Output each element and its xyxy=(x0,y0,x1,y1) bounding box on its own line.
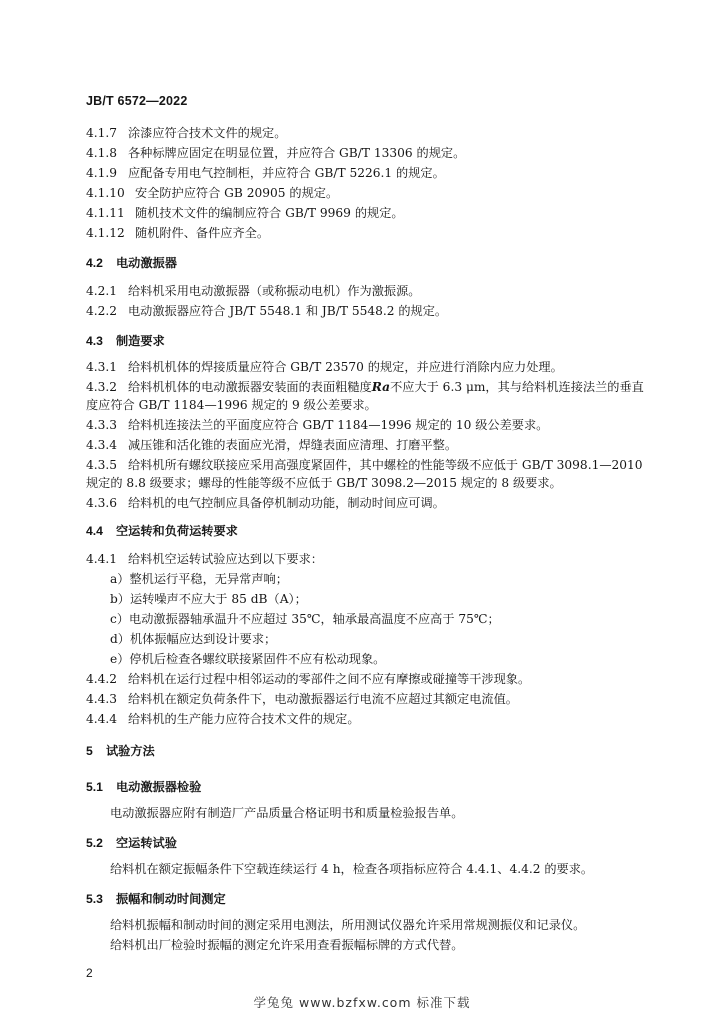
list-item-a: a）整机运行平稳，无异常声响； xyxy=(110,572,288,586)
clause-text: 给料机的电气控制应具备停机制动功能，制动时间应可调。 xyxy=(128,496,445,510)
clause-text: 安全防护应符合 GB 20905 的规定。 xyxy=(135,186,339,200)
clause-number: 4.1.11 xyxy=(86,206,125,220)
clause-4-3-6 xyxy=(86,494,445,512)
heading-title: 空运转和负荷运转要求 xyxy=(116,524,238,538)
clause-4-2-1 xyxy=(86,282,421,300)
section-5-3-body-line-2: 给料机出厂检验时振幅的测定允许采用查看振幅标牌的方式代替。 xyxy=(110,938,464,952)
heading-title: 振幅和制动时间测定 xyxy=(116,892,226,906)
heading-5-1 xyxy=(86,778,201,796)
clause-number: 4.3.2 xyxy=(86,380,118,394)
clause-number: 4.3.4 xyxy=(86,438,118,452)
clause-4-3-4 xyxy=(86,436,457,454)
clause-number: 4.3.3 xyxy=(86,418,118,432)
clause-number: 4.4.1 xyxy=(86,552,118,566)
clause-4-3-2 xyxy=(86,378,644,396)
clause-text: 随机附件、备件应齐全。 xyxy=(135,226,270,240)
clause-text: 给料机连接法兰的平面度应符合 GB/T 1184—1996 规定的 10 级公差要求。 xyxy=(128,418,549,432)
heading-title: 电动激振器检验 xyxy=(116,780,202,794)
heading-5 xyxy=(86,742,155,760)
clause-text: 电动激振器应符合 JB/T 5548.1 和 JB/T 5548.2 的规定。 xyxy=(128,304,448,318)
section-5-1-body: 电动激振器应附有制造厂产品质量合格证明书和质量检验报告单。 xyxy=(110,806,464,820)
heading-number: 5.2 xyxy=(86,836,103,850)
clause-4-3-1 xyxy=(86,358,563,376)
clause-text: 给料机空运转试验应达到以下要求： xyxy=(128,552,323,566)
roughness-symbol: Ra xyxy=(371,380,391,394)
clause-text: 给料机在额定负荷条件下，电动激振器运行电流不应超过其额定电流值。 xyxy=(128,692,518,706)
clause-text: 各种标牌应固定在明显位置，并应符合 GB/T 13306 的规定。 xyxy=(128,146,466,160)
footer-watermark: 学兔兔 www.bzfxw.com 标准下载 xyxy=(253,995,471,1010)
heading-number: 5 xyxy=(86,744,93,758)
heading-number: 5.1 xyxy=(86,780,103,794)
clause-4-3-5 xyxy=(86,456,643,474)
clause-text: 给料机机体的电动激振器安装面的表面粗糙度 xyxy=(128,380,372,394)
list-item-c: c）电动激振器轴承温升不应超过 35℃，轴承最高温度不应高于 75℃； xyxy=(110,612,500,626)
heading-title: 空运转试验 xyxy=(116,836,177,850)
heading-number: 4.4 xyxy=(86,524,103,538)
clause-4-3-5-continuation: 规定的 8.8 级要求；螺母的性能等级不应低于 GB/T 3098.2—2015 规定的 8 级要求。 xyxy=(86,476,562,490)
clause-text: 涂漆应符合技术文件的规定。 xyxy=(128,126,287,140)
clause-text: 给料机采用电动激振器（或称振动电机）作为激振源。 xyxy=(128,284,421,298)
clause-text: 给料机的生产能力应符合技术文件的规定。 xyxy=(128,712,360,726)
clause-text: 给料机机体的焊接质量应符合 GB/T 23570 的规定，并应进行消除内应力处理。 xyxy=(128,360,563,374)
list-item-e: e）停机后检查各螺纹联接紧固件不应有松动现象。 xyxy=(110,652,386,666)
clause-number: 4.1.12 xyxy=(86,226,125,240)
clause-text: 减压锥和活化锥的表面应光滑，焊缝表面应清理、打磨平整。 xyxy=(128,438,458,452)
heading-number: 4.3 xyxy=(86,334,103,348)
clause-4-1-9 xyxy=(86,164,445,182)
clause-number: 4.3.5 xyxy=(86,458,118,472)
clause-number: 4.3.6 xyxy=(86,496,118,510)
document-code: JB/T 6572—2022 xyxy=(86,94,188,108)
clause-number: 4.1.7 xyxy=(86,126,118,140)
clause-text: 应配备专用电气控制柜，并应符合 GB/T 5226.1 的规定。 xyxy=(128,166,445,180)
clause-number: 4.1.10 xyxy=(86,186,125,200)
heading-title: 电动激振器 xyxy=(116,256,177,270)
clause-number: 4.2.2 xyxy=(86,304,118,318)
clause-text: 随机技术文件的编制应符合 GB/T 9969 的规定。 xyxy=(135,206,404,220)
page-number: 2 xyxy=(86,966,93,980)
clause-number: 4.1.9 xyxy=(86,166,118,180)
clause-number: 4.4.2 xyxy=(86,672,118,686)
clause-number: 4.2.1 xyxy=(86,284,118,298)
heading-4-4 xyxy=(86,522,238,540)
clause-4-1-11 xyxy=(86,204,404,222)
clause-4-1-10 xyxy=(86,184,338,202)
heading-4-2 xyxy=(86,254,177,272)
list-item-b: b）运转噪声不应大于 85 dB（A）； xyxy=(110,592,307,606)
clause-text: 给料机所有螺纹联接应采用高强度紧固件，其中螺栓的性能等级不应低于 GB/T 3098.1—2010 xyxy=(128,458,643,472)
clause-4-2-2 xyxy=(86,302,447,320)
clause-number: 4.4.3 xyxy=(86,692,118,706)
section-5-3-body-line-1: 给料机振幅和制动时间的测定采用电测法，所用测试仪器允许采用常规测振仪和记录仪。 xyxy=(110,918,586,932)
clause-4-3-3 xyxy=(86,416,548,434)
heading-number: 4.2 xyxy=(86,256,103,270)
heading-title: 制造要求 xyxy=(116,334,165,348)
clause-number: 4.1.8 xyxy=(86,146,118,160)
list-item-d: d）机体振幅应达到设计要求； xyxy=(110,632,277,646)
clause-4-4-2 xyxy=(86,670,530,688)
clause-4-4-3 xyxy=(86,690,518,708)
heading-4-3 xyxy=(86,332,165,350)
clause-number: 4.3.1 xyxy=(86,360,118,374)
heading-5-2 xyxy=(86,834,177,852)
clause-4-3-2-continuation: 度应符合 GB/T 1184—1996 规定的 9 级公差要求。 xyxy=(86,398,377,412)
clause-4-1-7 xyxy=(86,124,286,142)
clause-text: 给料机在运行过程中相邻运动的零部件之间不应有摩擦或碰撞等干涉现象。 xyxy=(128,672,531,686)
clause-number: 4.4.4 xyxy=(86,712,118,726)
heading-number: 5.3 xyxy=(86,892,103,906)
clause-4-4-1 xyxy=(86,550,323,568)
clause-4-1-8 xyxy=(86,144,465,162)
heading-title: 试验方法 xyxy=(106,744,155,758)
section-5-2-body: 给料机在额定振幅条件下空载连续运行 4 h，检查各项指标应符合 4.4.1、4.4.2 的要求。 xyxy=(110,862,594,876)
clause-4-1-12 xyxy=(86,224,269,242)
clause-text-continued: 不应大于 6.3 μm，其与给料机连接法兰的垂直 xyxy=(390,380,644,394)
heading-5-3 xyxy=(86,890,226,908)
clause-4-4-4 xyxy=(86,710,360,728)
